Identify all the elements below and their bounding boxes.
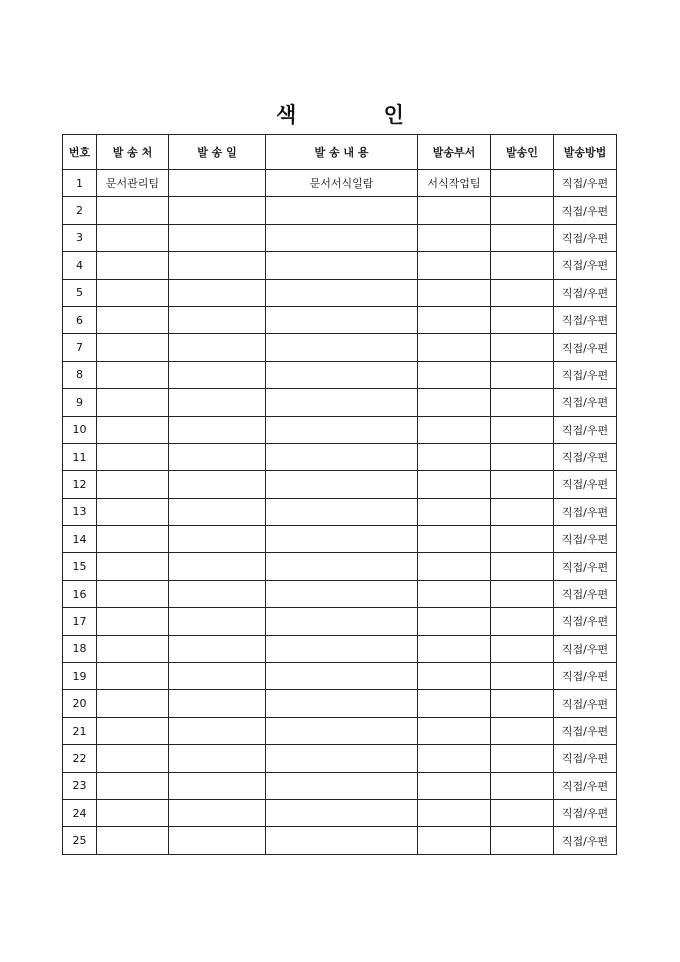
cell-recipient <box>97 580 169 607</box>
cell-recipient <box>97 224 169 251</box>
cell-date <box>169 224 266 251</box>
cell-date <box>169 690 266 717</box>
cell-date <box>169 663 266 690</box>
cell-content <box>266 197 418 224</box>
cell-recipient <box>97 799 169 826</box>
cell-date <box>169 745 266 772</box>
cell-department <box>418 772 491 799</box>
cell-sender <box>491 197 554 224</box>
cell-method: 직접/우편 <box>554 827 617 854</box>
cell-number: 15 <box>63 553 97 580</box>
cell-sender <box>491 745 554 772</box>
cell-number: 10 <box>63 416 97 443</box>
cell-method: 직접/우편 <box>554 279 617 306</box>
cell-date <box>169 306 266 333</box>
cell-number: 7 <box>63 334 97 361</box>
cell-content <box>266 827 418 854</box>
cell-content <box>266 690 418 717</box>
cell-method: 직접/우편 <box>554 471 617 498</box>
cell-date <box>169 361 266 388</box>
cell-method: 직접/우편 <box>554 717 617 744</box>
cell-method: 직접/우편 <box>554 799 617 826</box>
cell-sender <box>491 279 554 306</box>
cell-department <box>418 526 491 553</box>
cell-number: 16 <box>63 580 97 607</box>
cell-date <box>169 389 266 416</box>
table-row <box>63 361 617 388</box>
cell-date <box>169 170 266 197</box>
cell-date <box>169 197 266 224</box>
cell-department <box>418 361 491 388</box>
header-number: 번호 <box>63 135 97 170</box>
cell-number: 3 <box>63 224 97 251</box>
cell-recipient <box>97 252 169 279</box>
cell-content <box>266 306 418 333</box>
cell-content <box>266 799 418 826</box>
cell-content <box>266 635 418 662</box>
cell-method: 직접/우편 <box>554 635 617 662</box>
cell-method: 직접/우편 <box>554 580 617 607</box>
cell-number: 1 <box>63 170 97 197</box>
cell-sender <box>491 717 554 744</box>
cell-sender <box>491 170 554 197</box>
cell-date <box>169 799 266 826</box>
cell-department <box>418 717 491 744</box>
cell-method: 직접/우편 <box>554 553 617 580</box>
cell-sender <box>491 799 554 826</box>
cell-sender <box>491 416 554 443</box>
cell-recipient <box>97 361 169 388</box>
cell-method: 직접/우편 <box>554 170 617 197</box>
table-row <box>63 306 617 333</box>
cell-date <box>169 416 266 443</box>
cell-content <box>266 553 418 580</box>
cell-method: 직접/우편 <box>554 526 617 553</box>
cell-number: 4 <box>63 252 97 279</box>
cell-number: 18 <box>63 635 97 662</box>
cell-number: 20 <box>63 690 97 717</box>
cell-sender <box>491 663 554 690</box>
cell-sender <box>491 252 554 279</box>
cell-date <box>169 443 266 470</box>
cell-date <box>169 717 266 744</box>
cell-department <box>418 580 491 607</box>
cell-department <box>418 389 491 416</box>
table-row <box>63 799 617 826</box>
cell-recipient <box>97 334 169 361</box>
cell-recipient <box>97 553 169 580</box>
cell-sender <box>491 361 554 388</box>
table-row <box>63 498 617 525</box>
cell-number: 21 <box>63 717 97 744</box>
cell-department <box>418 827 491 854</box>
cell-date <box>169 334 266 361</box>
cell-recipient <box>97 498 169 525</box>
cell-content <box>266 745 418 772</box>
table-row <box>63 279 617 306</box>
cell-sender <box>491 498 554 525</box>
cell-date <box>169 772 266 799</box>
cell-number: 6 <box>63 306 97 333</box>
cell-number: 9 <box>63 389 97 416</box>
table-row <box>63 443 617 470</box>
table-row <box>63 663 617 690</box>
cell-method: 직접/우편 <box>554 608 617 635</box>
header-row <box>63 135 617 170</box>
cell-number: 23 <box>63 772 97 799</box>
cell-date <box>169 252 266 279</box>
cell-recipient <box>97 416 169 443</box>
cell-method: 직접/우편 <box>554 334 617 361</box>
cell-content <box>266 580 418 607</box>
cell-method: 직접/우편 <box>554 498 617 525</box>
cell-department <box>418 224 491 251</box>
cell-date <box>169 580 266 607</box>
cell-number: 13 <box>63 498 97 525</box>
cell-recipient <box>97 690 169 717</box>
table-row <box>63 772 617 799</box>
cell-sender <box>491 306 554 333</box>
cell-method: 직접/우편 <box>554 361 617 388</box>
cell-date <box>169 608 266 635</box>
cell-recipient <box>97 279 169 306</box>
cell-recipient <box>97 717 169 744</box>
cell-content <box>266 334 418 361</box>
cell-date <box>169 471 266 498</box>
cell-recipient <box>97 197 169 224</box>
cell-department <box>418 745 491 772</box>
cell-recipient <box>97 526 169 553</box>
cell-content <box>266 772 418 799</box>
table-row <box>63 416 617 443</box>
table-row <box>63 526 617 553</box>
cell-sender <box>491 827 554 854</box>
cell-content <box>266 471 418 498</box>
cell-sender <box>491 635 554 662</box>
cell-method: 직접/우편 <box>554 690 617 717</box>
cell-date <box>169 526 266 553</box>
cell-method: 직접/우편 <box>554 389 617 416</box>
cell-department <box>418 471 491 498</box>
cell-department <box>418 663 491 690</box>
cell-content <box>266 717 418 744</box>
cell-content <box>266 252 418 279</box>
cell-number: 19 <box>63 663 97 690</box>
cell-sender <box>491 690 554 717</box>
header-date: 발 송 일 <box>169 135 266 170</box>
table-row <box>63 717 617 744</box>
header-recipient: 발 송 처 <box>97 135 169 170</box>
page-title: 색 인 <box>276 103 444 127</box>
cell-sender <box>491 580 554 607</box>
cell-recipient <box>97 745 169 772</box>
cell-content <box>266 526 418 553</box>
cell-recipient <box>97 608 169 635</box>
cell-sender <box>491 224 554 251</box>
cell-department <box>418 635 491 662</box>
cell-department <box>418 279 491 306</box>
cell-sender <box>491 334 554 361</box>
cell-recipient <box>97 306 169 333</box>
cell-recipient <box>97 827 169 854</box>
cell-method: 직접/우편 <box>554 306 617 333</box>
header-method: 발송방법 <box>554 135 617 170</box>
cell-method: 직접/우편 <box>554 416 617 443</box>
table-row <box>63 553 617 580</box>
table-row <box>63 389 617 416</box>
cell-department <box>418 197 491 224</box>
table-row <box>63 690 617 717</box>
table-row <box>63 224 617 251</box>
header-content: 발 송 내 용 <box>266 135 418 170</box>
table-header <box>63 135 617 170</box>
index-table <box>62 134 617 855</box>
cell-content <box>266 279 418 306</box>
cell-recipient <box>97 443 169 470</box>
table-row <box>63 635 617 662</box>
cell-content <box>266 389 418 416</box>
cell-number: 11 <box>63 443 97 470</box>
cell-recipient <box>97 663 169 690</box>
cell-department <box>418 553 491 580</box>
cell-content: 문서서식일람 <box>266 170 418 197</box>
cell-department <box>418 498 491 525</box>
table-row <box>63 197 617 224</box>
cell-sender <box>491 471 554 498</box>
cell-sender <box>491 526 554 553</box>
cell-department <box>418 443 491 470</box>
cell-department <box>418 690 491 717</box>
table-row <box>63 827 617 854</box>
cell-content <box>266 663 418 690</box>
cell-sender <box>491 608 554 635</box>
table-body <box>63 170 617 855</box>
cell-date <box>169 553 266 580</box>
table-row <box>63 608 617 635</box>
cell-date <box>169 827 266 854</box>
header-department: 발송부서 <box>418 135 491 170</box>
cell-number: 14 <box>63 526 97 553</box>
cell-sender <box>491 389 554 416</box>
cell-method: 직접/우편 <box>554 224 617 251</box>
cell-number: 17 <box>63 608 97 635</box>
table-row <box>63 745 617 772</box>
table-row <box>63 471 617 498</box>
header-sender: 발송인 <box>491 135 554 170</box>
table-row <box>63 334 617 361</box>
cell-method: 직접/우편 <box>554 197 617 224</box>
cell-sender <box>491 772 554 799</box>
cell-number: 12 <box>63 471 97 498</box>
cell-content <box>266 608 418 635</box>
cell-department <box>418 608 491 635</box>
cell-sender <box>491 443 554 470</box>
cell-recipient <box>97 471 169 498</box>
cell-recipient <box>97 389 169 416</box>
cell-department <box>418 334 491 361</box>
cell-department <box>418 416 491 443</box>
cell-number: 25 <box>63 827 97 854</box>
cell-method: 직접/우편 <box>554 772 617 799</box>
table-row <box>63 170 617 197</box>
cell-content <box>266 224 418 251</box>
cell-content <box>266 361 418 388</box>
cell-content <box>266 498 418 525</box>
cell-sender <box>491 553 554 580</box>
cell-number: 22 <box>63 745 97 772</box>
cell-date <box>169 635 266 662</box>
cell-method: 직접/우편 <box>554 252 617 279</box>
table-row <box>63 252 617 279</box>
cell-number: 2 <box>63 197 97 224</box>
cell-department <box>418 252 491 279</box>
cell-date <box>169 279 266 306</box>
cell-department <box>418 799 491 826</box>
cell-content <box>266 443 418 470</box>
cell-method: 직접/우편 <box>554 443 617 470</box>
cell-number: 8 <box>63 361 97 388</box>
cell-recipient <box>97 635 169 662</box>
cell-method: 직접/우편 <box>554 745 617 772</box>
cell-number: 24 <box>63 799 97 826</box>
cell-department: 서식작업팀 <box>418 170 491 197</box>
cell-date <box>169 498 266 525</box>
table-row <box>63 580 617 607</box>
cell-method: 직접/우편 <box>554 663 617 690</box>
cell-recipient: 문서관리팀 <box>97 170 169 197</box>
cell-department <box>418 306 491 333</box>
cell-number: 5 <box>63 279 97 306</box>
cell-recipient <box>97 772 169 799</box>
cell-content <box>266 416 418 443</box>
